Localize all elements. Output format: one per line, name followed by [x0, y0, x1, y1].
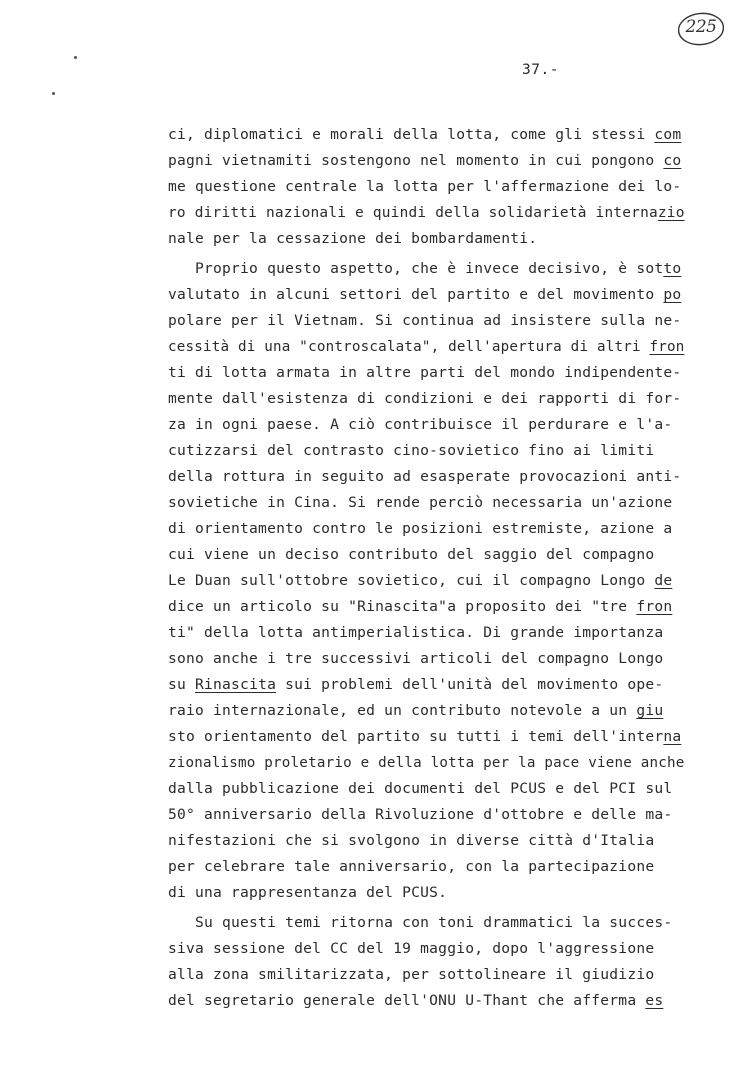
text-line: Le Duan sull'ottobre sovietico, cui il compagno Longo de [168, 572, 673, 589]
text-line: Su questi temi ritorna con toni drammatici la succes- [168, 914, 673, 931]
text-line: zionalismo proletario e della lotta per la pace viene anche [168, 754, 685, 771]
text-line: alla zona smilitarizzata, per sottolineare il giudizio [168, 966, 655, 983]
underlined-text: po [663, 286, 682, 303]
underlined-text: Rinascita [195, 676, 277, 693]
text-line: valutato in alcuni settori del partito e del movimento po [168, 286, 682, 303]
text-line: ro diritti nazionali e quindi della solidarietà internazio [168, 204, 685, 221]
text-line: di una rappresentanza del PCUS. [168, 884, 448, 901]
text-line: cutizzarsi del contrasto cino-sovietico fino ai limiti [168, 442, 655, 459]
text-line: ti di lotta armata in altre parti del mondo indipendente- [168, 364, 682, 381]
stamp-number: 225 [685, 17, 717, 37]
text-line: siva sessione del CC del 19 maggio, dopo l'aggressione [168, 940, 655, 957]
text-line: Proprio questo aspetto, che è invece decisivo, è sotto [168, 260, 682, 277]
underlined-text: fron [649, 338, 685, 355]
scan-speck [74, 56, 77, 59]
text-line: polare per il Vietnam. Si continua ad insistere sulla ne- [168, 312, 682, 329]
text-line: di orientamento contro le posizioni estremiste, azione a [168, 520, 673, 537]
text-line: sovietiche in Cina. Si rende perciò necessaria un'azione [168, 494, 673, 511]
text-line: del segretario generale dell'ONU U-Thant che afferma es [168, 992, 664, 1009]
page-number: 37.- [522, 62, 559, 78]
text-line: sono anche i tre successivi articoli del compagno Longo [168, 650, 664, 667]
text-line: della rottura in seguito ad esasperate provocazioni anti- [168, 468, 682, 485]
text-line: dice un articolo su "Rinascita"a proposito dei "tre fron [168, 598, 673, 615]
text-line: 50° anniversario della Rivoluzione d'ottobre e delle ma- [168, 806, 673, 823]
underlined-text: com [654, 126, 682, 143]
underlined-text: co [663, 152, 682, 169]
underlined-text: na [663, 728, 682, 745]
text-line: me questione centrale la lotta per l'affermazione dei lo- [168, 178, 682, 195]
underlined-text: giu [636, 702, 664, 719]
underlined-text: es [645, 992, 664, 1009]
text-line: mente dall'esistenza di condizioni e dei rapporti di for- [168, 390, 682, 407]
text-line: cui viene un deciso contributo del saggio del compagno [168, 546, 655, 563]
underlined-text: fron [636, 598, 673, 615]
underlined-text: zio [657, 204, 685, 221]
text-line: sto orientamento del partito su tutti i temi dell'interna [168, 728, 682, 745]
text-line: nale per la cessazione dei bombardamenti. [168, 230, 538, 247]
underlined-text: to [663, 260, 682, 277]
underlined-text: de [654, 572, 673, 589]
scan-speck [52, 92, 55, 95]
text-line: za in ogni paese. A ciò contribuisce il perdurare e l'a- [168, 416, 673, 433]
text-line: su Rinascita sui problemi dell'unità del movimento ope- [168, 676, 664, 693]
text-line: dalla pubblicazione dei documenti del PCUS e del PCI sul [168, 780, 673, 797]
text-line: per celebrare tale anniversario, con la partecipazione [168, 858, 655, 875]
text-line: pagni vietnamiti sostengono nel momento in cui pongono co [168, 152, 682, 169]
text-line: cessità di una "controscalata", dell'apertura di altri fron [168, 338, 685, 355]
text-line: nifestazioni che si svolgono in diverse città d'Italia [168, 832, 655, 849]
text-line: raio internazionale, ed un contributo notevole a un giu [168, 702, 664, 719]
text-line: ti" della lotta antimperialistica. Di grande importanza [168, 624, 664, 641]
text-line: ci, diplomatici e morali della lotta, come gli stessi com [168, 126, 682, 143]
archive-page-stamp [676, 10, 726, 48]
